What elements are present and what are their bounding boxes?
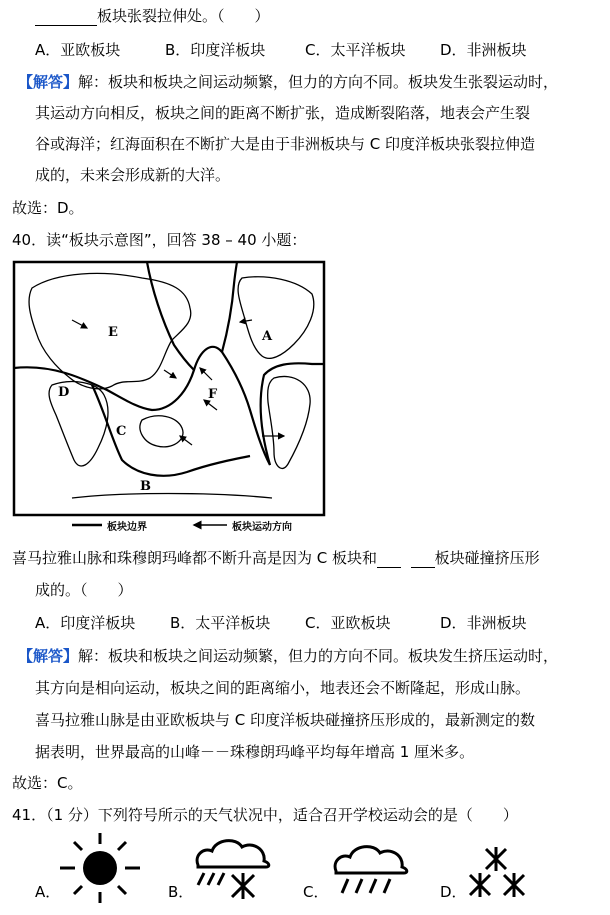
a39-line-3: 谷或海洋；红海面积在不断扩大是由于非洲板块与 C 印度洋板块张裂拉伸造 xyxy=(35,135,536,153)
plate-label-d: D xyxy=(58,385,70,400)
a39-line-2: 其运动方向相反，板块之间的距离不断扩张，造成断裂陷落，地表会产生裂 xyxy=(35,104,531,122)
q40-option-c: C．亚欧板块 xyxy=(305,614,391,632)
answer-tag: 【解答】 xyxy=(18,73,79,91)
sunny-icon xyxy=(60,833,140,903)
plate-map xyxy=(12,260,327,535)
q39-option-b: B．印度洋板块 xyxy=(165,41,266,59)
q40-intro: 40．读“板块示意图”，回答 38 – 40 小题： xyxy=(12,231,307,249)
rain-icon xyxy=(330,843,410,897)
answer-tag: 【解答】 xyxy=(18,647,79,665)
a39-line-1: 【解答】解：板块和板块之间运动频繁，但力的方向不同。板块发生张裂运动时， xyxy=(18,73,559,91)
q40-stem: 喜马拉雅山脉和珠穆朗玛峰都不断升高是因为 C 板块和 板块碰撞挤压形 xyxy=(12,549,540,567)
plate-label-e: E xyxy=(108,325,118,340)
q41-option-b-label: B． xyxy=(168,883,194,901)
q40-option-d: D．非洲板块 xyxy=(440,614,527,632)
a40-line-2: 其方向是相向运动，板块之间的距离缩小，地表还会不断隆起，形成山脉。 xyxy=(35,679,531,697)
q40-stem-2: 成的。（ ） xyxy=(35,581,133,599)
q40-option-b: B．太平洋板块 xyxy=(170,614,271,632)
a40-line-3: 喜马拉雅山脉是由亚欧板块与 C 印度洋板块碰撞挤压形成的，最新测定的数 xyxy=(35,711,536,729)
q41-option-d-label: D． xyxy=(440,883,467,901)
plate-label-b: B xyxy=(140,479,151,494)
answer-blank xyxy=(35,25,97,26)
answer-blank xyxy=(411,567,435,568)
sleet-icon xyxy=(192,837,272,899)
legend-direction-label: 板块运动方向 xyxy=(232,522,292,533)
plate-label-a: A xyxy=(262,329,273,344)
plate-label-f: F xyxy=(208,387,218,402)
q41-option-a-label: A． xyxy=(35,883,61,901)
q41-stem: 41．（1 分）下列符号所示的天气状况中，适合召开学校运动会的是（ ） xyxy=(12,806,518,824)
q39-stem: 板块张裂拉伸处。（ ） xyxy=(35,6,270,26)
answer-blank xyxy=(377,567,401,568)
a39-line-4: 成的，未来会形成新的大洋。 xyxy=(35,166,231,184)
q39-option-c: C．太平洋板块 xyxy=(305,41,406,59)
a40-line-1: 【解答】解：板块和板块之间运动频繁，但力的方向不同。板块发生挤压运动时， xyxy=(18,647,559,665)
q41-option-c-label: C． xyxy=(303,883,329,901)
a40-line-4: 据表明，世界最高的山峰－－珠穆朗玛峰平均每年增高 1 厘米多。 xyxy=(35,743,475,761)
a39-choice: 故选：D。 xyxy=(12,199,84,217)
q39-option-d: D．非洲板块 xyxy=(440,41,527,59)
q39-option-a: A．亚欧板块 xyxy=(35,41,121,59)
snow-icon xyxy=(466,845,530,901)
q40-option-a: A．印度洋板块 xyxy=(35,614,136,632)
a40-choice: 故选：C。 xyxy=(12,774,83,792)
plate-label-c: C xyxy=(116,424,127,439)
legend-boundary-label: 板块边界 xyxy=(107,522,147,533)
